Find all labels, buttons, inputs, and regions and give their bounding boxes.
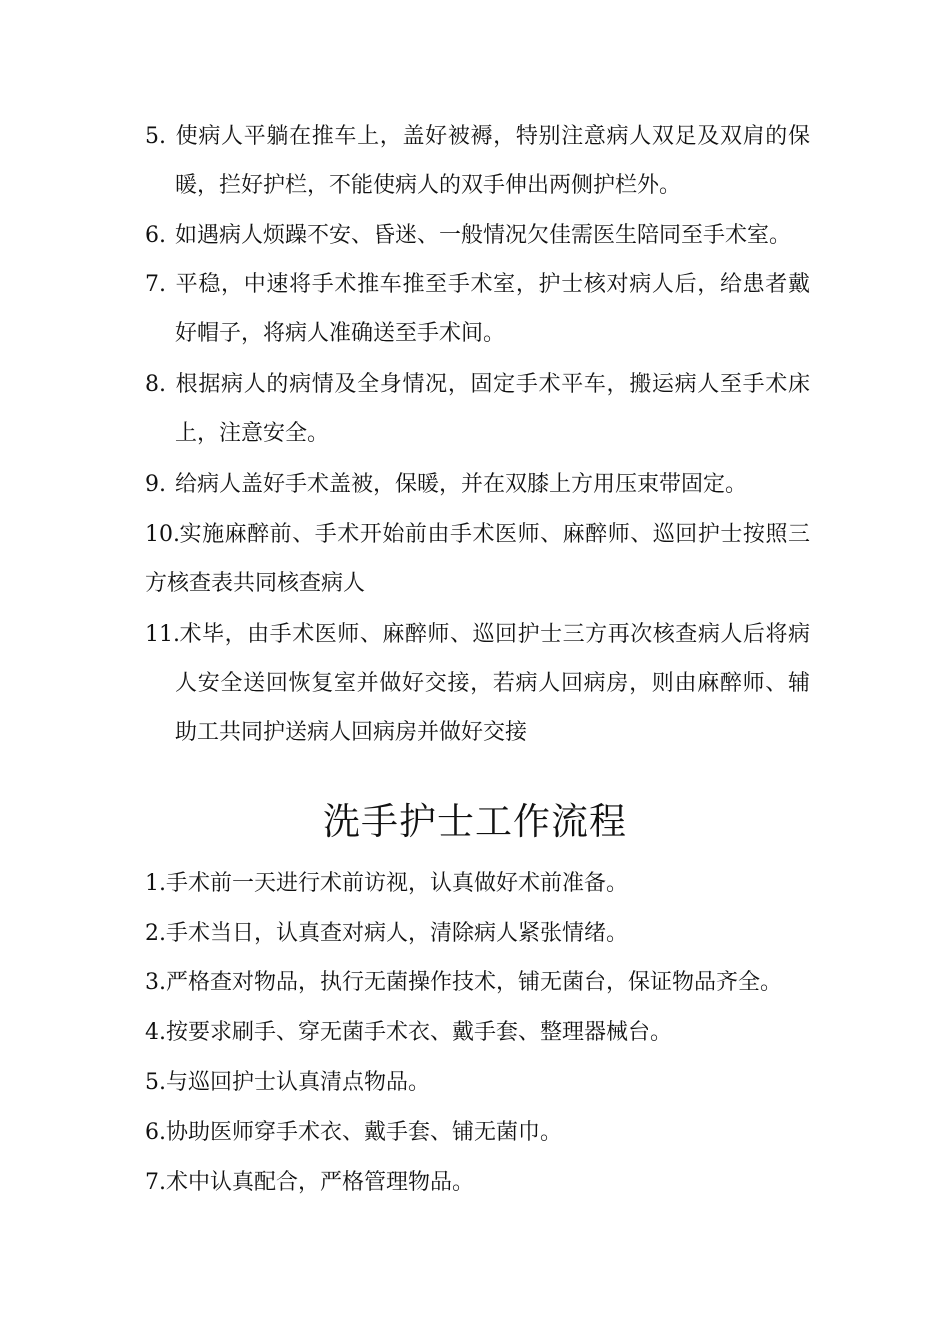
item-number: 11.: [145, 622, 180, 647]
list-item-5: [145, 112, 810, 210]
list-item-6: [145, 211, 810, 260]
list-item-10: [145, 510, 810, 608]
list-item-11: [145, 610, 810, 757]
step-3: 3.严格查对物品，执行无菌操作技术，铺无菌台，保证物品齐全。: [145, 970, 782, 995]
step-2: 2.手术当日，认真查对病人，清除病人紧张情绪。: [145, 921, 628, 946]
item-number: 7.: [145, 272, 166, 297]
step-5: 5.与巡回护士认真清点物品。: [145, 1070, 430, 1095]
list-item-9: [145, 460, 810, 509]
item-text: 术毕，由手术医师、麻醉师、巡回护士三方再次核查病人后将病人安全送回恢复室并做好交接，若病人回病房，则由麻醉师、辅助工共同护送病人回病房并做好交接: [175, 622, 810, 745]
item-number: 9.: [145, 472, 166, 497]
item-text: 使病人平躺在推车上，盖好被褥，特别注意病人双足及双肩的保暖，拦好护栏，不能使病人的双手伸出两侧护栏外。: [175, 124, 810, 198]
item-number: 10.: [145, 522, 180, 547]
item-text: 实施麻醉前、手术开始前由手术医师、麻醉师、巡回护士按照三方核查表共同核查病人: [145, 522, 810, 596]
step-6: 6.协助医师穿手术衣、戴手套、铺无菌巾。: [145, 1120, 562, 1145]
item-text: 平稳，中速将手术推车推至手术室，护士核对病人后，给患者戴好帽子，将病人准确送至手术间。: [175, 272, 810, 346]
item-number: 8.: [145, 372, 166, 397]
item-number: 5.: [145, 124, 166, 149]
section-title: 洗手护士工作流程: [323, 800, 627, 843]
list-item-7: [145, 260, 810, 358]
list-item-8: [145, 360, 810, 458]
item-text: 如遇病人烦躁不安、昏迷、一般情况欠佳需医生陪同至手术室。: [175, 223, 792, 248]
item-text: 给病人盖好手术盖被，保暖，并在双膝上方用压束带固定。: [175, 472, 748, 497]
item-number: 6.: [145, 223, 166, 248]
step-1: 1.手术前一天进行术前访视，认真做好术前准备。: [145, 871, 628, 896]
step-4: 4.按要求刷手、穿无菌手术衣、戴手套、整理器械台。: [145, 1020, 672, 1045]
item-text: 根据病人的病情及全身情况，固定手术平车，搬运病人至手术床上，注意安全。: [175, 372, 810, 446]
step-7: 7.术中认真配合，严格管理物品。: [145, 1170, 474, 1195]
